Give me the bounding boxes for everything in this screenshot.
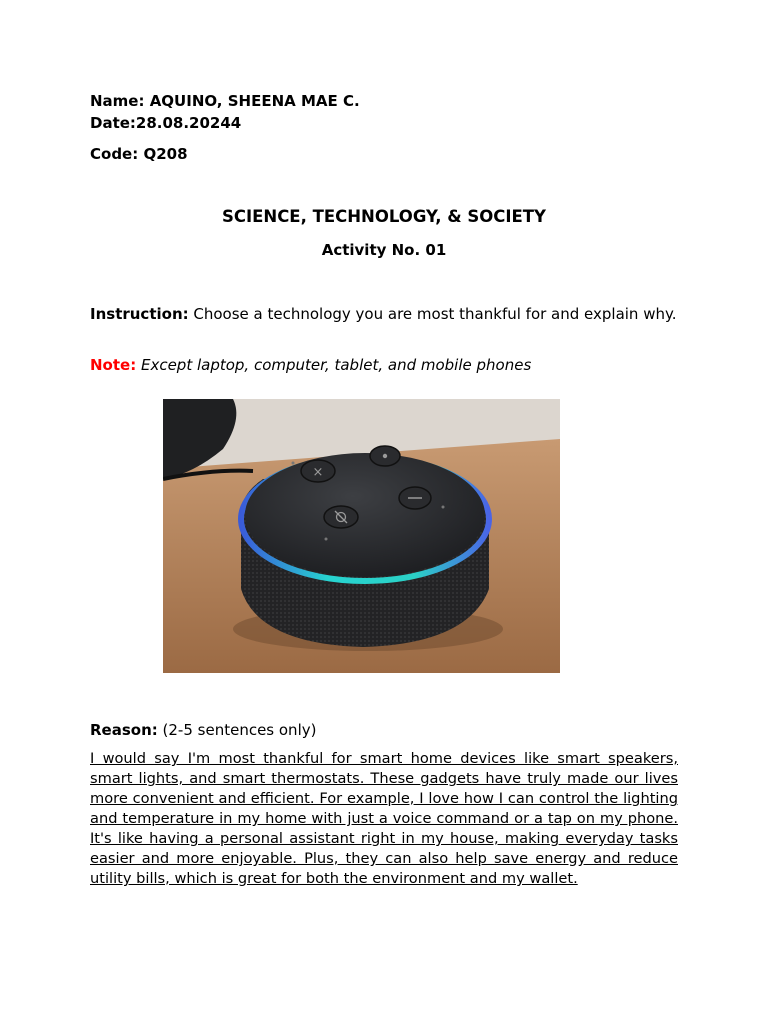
svg-text:×: × — [312, 465, 324, 480]
reason-hint: (2-5 sentences only) — [157, 721, 317, 739]
note-paragraph — [90, 355, 678, 375]
note-label: Note: — [90, 356, 137, 374]
note-text: Except laptop, computer, tablet, and mobile phones — [136, 356, 532, 374]
instruction-paragraph — [90, 304, 678, 324]
student-name: Name: AQUINO, SHEENA MAE C. — [90, 92, 360, 110]
class-code: Code: Q208 — [90, 145, 188, 163]
activity-number: Activity No. 01 — [321, 241, 447, 259]
smart-speaker-photo — [163, 399, 560, 673]
instruction-text: Choose a technology you are most thankful for and explain why. — [188, 305, 677, 323]
reason-label: Reason: — [90, 721, 158, 739]
instruction-label: Instruction: — [90, 305, 189, 323]
reason-answer: I would say I'm most thankful for smart home devices like smart speakers, smart lights, and smart thermostats. These gadgets have truly made our lives more convenient and efficient. For example, I love how I can control the lighting and temperature in my home with just a voice command or a tap on my phone. It's like having a personal assistant right in my house, making everyday tasks easier and more enjoyable. Plus, they can also help save energy and reduce utility bills, which is great for both the environment and my wallet. — [90, 750, 678, 887]
reason-heading — [90, 720, 678, 740]
submission-date: Date:28.08.20244 — [90, 114, 242, 132]
document-title: SCIENCE, TECHNOLOGY, & SOCIETY — [221, 207, 546, 226]
